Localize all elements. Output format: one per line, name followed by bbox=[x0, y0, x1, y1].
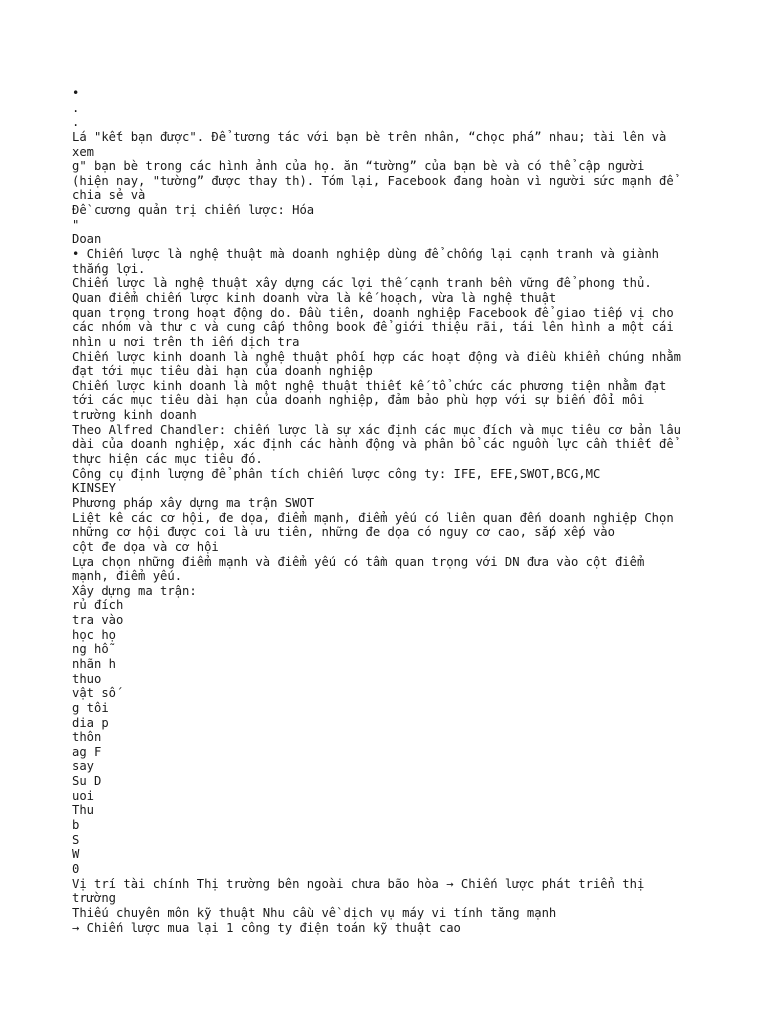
text-line: trường kinh doanh bbox=[72, 408, 197, 423]
text-line: g" bạn bè trong các hình ảnh của họ. ăn “tường” của bạn bè và có thể cập người bbox=[72, 159, 645, 174]
text-line: ng hỗ bbox=[72, 642, 109, 657]
text-line: rủ đích bbox=[72, 598, 124, 613]
text-line: cột đe dọa và cơ hội bbox=[72, 539, 219, 554]
text-line: Liệt kê các cơ hội, đe dọa, điểm mạnh, điểm yếu có liên quan đến doanh nghiệp Chọn bbox=[72, 510, 674, 525]
text-line: Chiến lược là nghệ thuật xây dựng các lợi thế cạnh tranh bền vững để phong thủ. bbox=[72, 276, 652, 291]
text-line: Thu bbox=[72, 803, 95, 818]
text-line: g tôi bbox=[72, 700, 109, 715]
text-line: • Chiến lược là nghệ thuật mà doanh nghiệp dùng để chống lại cạnh tranh và giành bbox=[72, 247, 659, 262]
text-line: . bbox=[72, 100, 80, 115]
text-line: thôn bbox=[72, 730, 102, 745]
text-line: Đề cương quản trị chiến lược: Hóa bbox=[72, 203, 315, 218]
text-line: Lựa chọn những điểm mạnh và điểm yếu có tầm quan trọng với DN đưa vào cột điểm bbox=[72, 554, 645, 569]
text-line: trường bbox=[72, 891, 117, 906]
text-line: Thiếu chuyên môn kỹ thuật Nhu cầu về dịch vụ máy vi tính tăng mạnh bbox=[72, 905, 557, 920]
text-line: 0 bbox=[72, 861, 80, 876]
text-line: → Chiến lược mua lại 1 công ty điện toán kỹ thuật cao bbox=[72, 920, 461, 935]
text-line: nhãn h bbox=[72, 656, 117, 671]
text-line: Chiến lược kinh doanh là một nghệ thuật thiết kế tổ chức các phương tiện nhằm đạt bbox=[72, 378, 667, 393]
text-line: tra vào bbox=[72, 613, 124, 628]
text-line: Phương pháp xây dựng ma trận SWOT bbox=[72, 495, 315, 510]
text-line: S bbox=[72, 832, 80, 847]
text-line: chia sẻ và bbox=[72, 188, 146, 203]
text-line: Lá "kết bạn được". Để tương tác với bạn bè trên nhân, “chọc phá” nhau; tài lên và bbox=[72, 129, 667, 144]
text-line: Doan bbox=[72, 232, 102, 247]
text-line: thuo bbox=[72, 671, 102, 686]
text-line: Chiến lược kinh doanh là nghệ thuật phối hợp các hoạt động và điều khiển chúng nhằm bbox=[72, 349, 682, 364]
text-line: Xây dựng ma trận: bbox=[72, 583, 197, 598]
text-line: " bbox=[72, 217, 80, 232]
text-line: W bbox=[72, 847, 80, 862]
text-line: Theo Alfred Chandler: chiến lược là sự xác định các mục đích và mục tiêu cơ bản lâu bbox=[72, 422, 682, 437]
text-line: vật số bbox=[72, 686, 117, 701]
text-line: Quan điểm chiến lược kinh doanh vừa là kế hoạch, vừa là nghệ thuật bbox=[72, 290, 557, 305]
text-line: Công cụ định lượng để phân tích chiến lược công ty: IFE, EFE,SWOT,BCG,MC bbox=[72, 466, 601, 481]
text-line: ag F bbox=[72, 744, 102, 759]
text-line: dài của doanh nghiệp, xác định các hành động và phân bổ các nguồn lực cần thiết để bbox=[72, 437, 674, 452]
text-line: thực hiện các mục tiêu đó. bbox=[72, 452, 263, 467]
text-line: quan trọng trong hoạt động do. Đầu tiên, doanh nghiệp Facebook để giao tiếp vị cho bbox=[72, 305, 674, 320]
text-line: . bbox=[72, 115, 80, 130]
text-line: đạt tới mục tiêu dài hạn của doanh nghiệp bbox=[72, 364, 373, 379]
text-line: mạnh, điểm yếu. bbox=[72, 569, 183, 584]
text-line: những cơ hội được coi là ưu tiên, những đe dọa có nguy cơ cao, sắp xếp vào bbox=[72, 525, 615, 540]
text-line: dia p bbox=[72, 715, 109, 730]
text-line: các nhóm và thư c và cung cấp thông book để giới thiệu rãi, tái lên hình a một cái bbox=[72, 320, 674, 335]
text-line: b bbox=[72, 818, 80, 833]
text-line: học họ bbox=[72, 627, 117, 642]
text-line: thắng lợi. bbox=[72, 261, 146, 276]
text-line: KINSEY bbox=[72, 481, 117, 496]
text-line: Su D bbox=[72, 774, 102, 789]
text-line: • bbox=[72, 86, 80, 100]
text-line: Vị trí tài chính Thị trường bên ngoài chưa bão hòa → Chiến lược phát triển thị bbox=[72, 876, 645, 891]
text-line: (hiện nay, "tường” được thay th). Tóm lại, Facebook đang hoàn vì người sức mạnh để bbox=[72, 173, 674, 188]
document-body bbox=[72, 86, 712, 935]
text-line: nhìn u nơi trên th iến dịch tra bbox=[72, 334, 300, 349]
text-line: xem bbox=[72, 144, 95, 159]
text-line: tới các mục tiêu dài hạn của doanh nghiệp, đảm bảo phù hợp với sự biến đổi môi bbox=[72, 393, 645, 408]
text-line: uoi bbox=[72, 788, 95, 803]
text-line: say bbox=[72, 759, 95, 774]
